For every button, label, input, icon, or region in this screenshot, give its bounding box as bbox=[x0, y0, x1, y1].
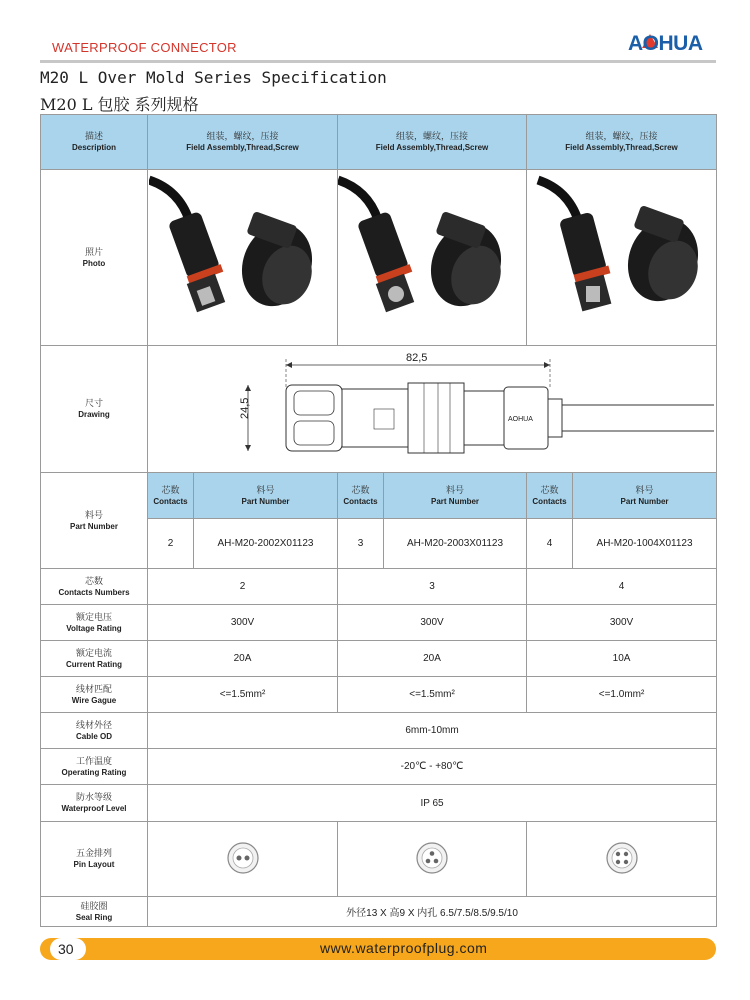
spec-table bbox=[40, 114, 717, 927]
label-pin-layout: 五金排列 Pin Layout bbox=[41, 822, 148, 897]
operating-value: -20℃ - +80℃ bbox=[148, 749, 717, 785]
current-value: 20A bbox=[338, 641, 527, 677]
label-photo: 照片 Photo bbox=[41, 170, 148, 346]
pin-layout-3 bbox=[338, 822, 527, 897]
contacts-header: 芯数 Contacts bbox=[148, 473, 194, 519]
row-seal-ring bbox=[41, 897, 717, 927]
category-title: WATERPROOF CONNECTOR bbox=[52, 40, 237, 55]
voltage-value: 300V bbox=[338, 605, 527, 641]
contacts-header: 芯数 Contacts bbox=[338, 473, 384, 519]
label-wire: 线材匹配 Wire Gague bbox=[41, 677, 148, 713]
contacts-number-value: 4 bbox=[527, 569, 717, 605]
description-cell: 组装，螺纹，压接 Field Assembly,Thread,Screw bbox=[148, 115, 338, 170]
row-voltage bbox=[41, 605, 717, 641]
part-number-value: AH-M20-2003X01123 bbox=[384, 519, 527, 569]
part-number-value: AH-M20-1004X01123 bbox=[573, 519, 717, 569]
height-dimension: 24,5 bbox=[239, 397, 251, 419]
row-contacts-numbers bbox=[41, 569, 717, 605]
label-waterproof: 防水等级 Waterproof Level bbox=[41, 785, 148, 822]
row-drawing bbox=[41, 346, 717, 473]
label-part-number: 料号 Part Number bbox=[41, 473, 148, 569]
label-cable-od: 线材外径 Cable OD bbox=[41, 713, 148, 749]
description-cell: 组装，螺纹，压接 Field Assembly,Thread,Screw bbox=[338, 115, 527, 170]
label-description: 描述 Description bbox=[41, 115, 148, 170]
part-number-value: AH-M20-2002X01123 bbox=[194, 519, 338, 569]
row-operating bbox=[41, 749, 717, 785]
description-cell: 组装，螺纹，压接 Field Assembly,Thread,Screw bbox=[527, 115, 717, 170]
row-part-number-header bbox=[41, 473, 717, 519]
footer-url[interactable]: www.waterproofplug.com bbox=[320, 940, 488, 956]
row-cable-od bbox=[41, 713, 717, 749]
contacts-value: 3 bbox=[338, 519, 384, 569]
drawing-brand-mark: AOHUA bbox=[508, 416, 533, 423]
part-number-header: 料号 Part Number bbox=[194, 473, 338, 519]
contacts-value: 2 bbox=[148, 519, 194, 569]
wire-value: <=1.0mm² bbox=[527, 677, 717, 713]
row-description bbox=[41, 115, 717, 170]
voltage-value: 300V bbox=[527, 605, 717, 641]
waterproof-value: IP 65 bbox=[148, 785, 717, 822]
contacts-value: 4 bbox=[527, 519, 573, 569]
connector-photo bbox=[148, 170, 338, 346]
pin-layout-4-icon bbox=[604, 840, 640, 876]
label-operating: 工作温度 Operating Rating bbox=[41, 749, 148, 785]
row-waterproof bbox=[41, 785, 717, 822]
length-dimension: 82,5 bbox=[406, 352, 428, 364]
pin-layout-2-icon bbox=[225, 840, 261, 876]
current-value: 10A bbox=[527, 641, 717, 677]
aohua-logo bbox=[628, 28, 708, 58]
wire-value: <=1.5mm² bbox=[338, 677, 527, 713]
part-number-header: 料号 Part Number bbox=[384, 473, 527, 519]
current-value: 20A bbox=[148, 641, 338, 677]
contacts-number-value: 3 bbox=[338, 569, 527, 605]
contacts-number-value: 2 bbox=[148, 569, 338, 605]
cable-od-value: 6mm-10mm bbox=[148, 713, 717, 749]
row-wire bbox=[41, 677, 717, 713]
part-number-header: 料号 Part Number bbox=[573, 473, 717, 519]
logo-text: AOHUA bbox=[628, 32, 703, 55]
pin-layout-3-icon bbox=[414, 840, 450, 876]
label-voltage: 额定电压 Voltage Rating bbox=[41, 605, 148, 641]
row-current bbox=[41, 641, 717, 677]
page-number: 30 bbox=[50, 938, 86, 960]
wire-value: <=1.5mm² bbox=[148, 677, 338, 713]
spec-title-en: M20 L Over Mold Series Specification bbox=[40, 68, 387, 87]
label-current: 额定电流 Current Rating bbox=[41, 641, 148, 677]
pin-layout-2 bbox=[148, 822, 338, 897]
voltage-value: 300V bbox=[148, 605, 338, 641]
label-seal-ring: 硅胶圈 Seal Ring bbox=[41, 897, 148, 927]
connector-photo bbox=[527, 170, 717, 346]
spec-title-cn: M20 L 包胶 系列规格 bbox=[40, 95, 199, 114]
dimension-drawing bbox=[148, 346, 717, 473]
label-drawing: 尺寸 Drawing bbox=[41, 346, 148, 473]
contacts-header: 芯数 Contacts bbox=[527, 473, 573, 519]
row-photo bbox=[41, 170, 717, 346]
header-divider bbox=[40, 60, 716, 63]
label-contacts-numbers: 芯数 Contacts Numbers bbox=[41, 569, 148, 605]
row-pin-layout bbox=[41, 822, 717, 897]
seal-ring-value: 外径13 X 高9 X 内孔 6.5/7.5/8.5/9.5/10 bbox=[148, 897, 717, 927]
connector-photo bbox=[338, 170, 527, 346]
pin-layout-4 bbox=[527, 822, 717, 897]
